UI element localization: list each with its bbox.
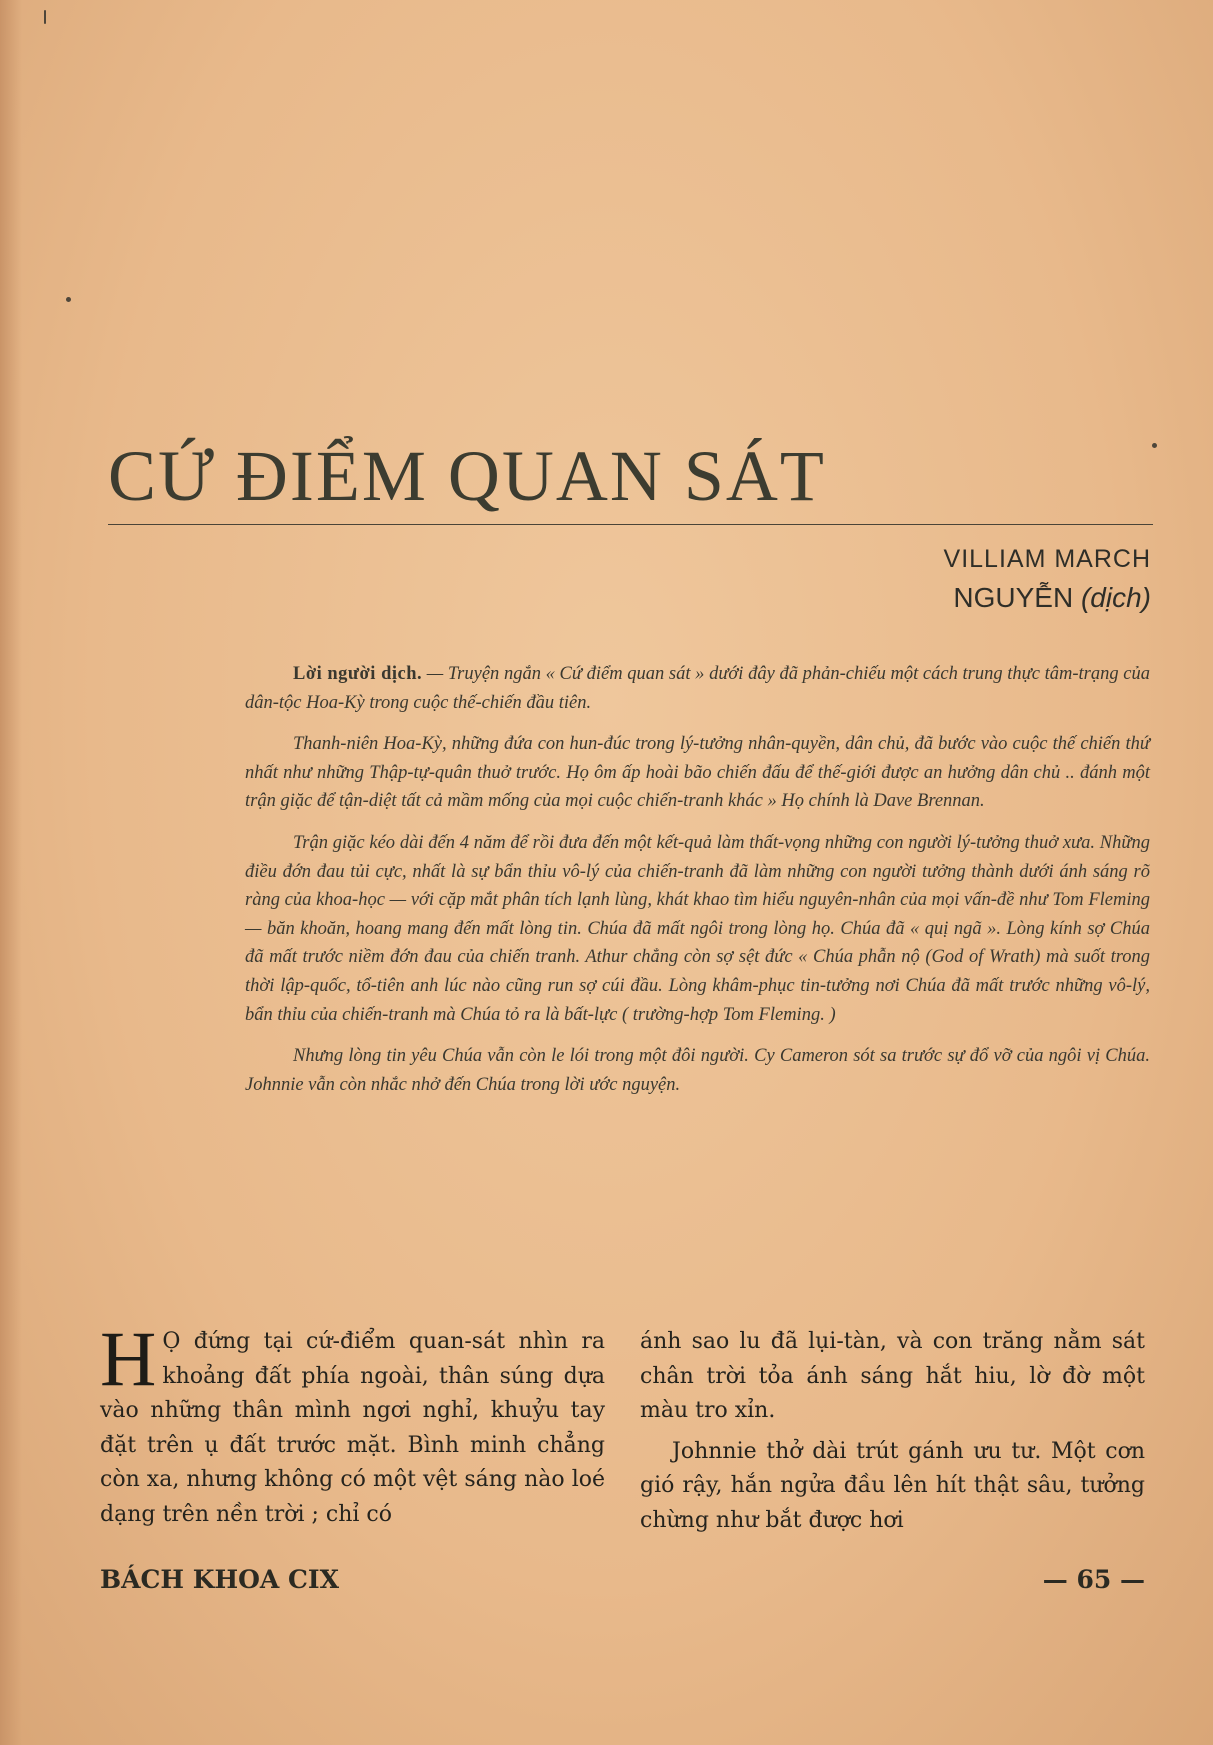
drop-cap: H — [100, 1315, 157, 1402]
translator-name: NGUYỄN — [953, 582, 1074, 613]
preface-paragraph — [245, 660, 1150, 717]
preface-paragraph: Trận giặc kéo dài đến 4 năm để rồi đưa đến một kết-quả làm thất-vọng những con người lý-tưởng thuở xưa. Những điều đớn đau tủi cực, nhất là sự bẩn thỉu vô-lý của chiến-tranh đã làm những con người tưởng thành dưới ánh sáng rõ ràng của khoa-học — với cặp mắt phân tích lạnh lùng, khát khao tìm hiểu nguyên-nhân của mọi vấn-đề như Tom Fleming — băn khoăn, hoang mang đến mất lòng tin. Chúa đã mất ngôi trong lòng họ. Chúa đã « quị ngã ». Lòng kính sợ Chúa đã mất trước niềm đớn đau của chiến tranh. Athur chẳng còn sợ sệt đức « Chúa phẫn nộ (God of Wrath) mà suốt trong thời lập-quốc, tổ-tiên anh lúc nào cũng run sợ cúi đầu. Lòng khâm-phục tin-tưởng nơi Chúa đã mất trước những vô-lý, bẩn thỉu của chiến-tranh mà Chúa tỏ ra là bất-lực ( trường-hợp Tom Fleming. ) — [245, 832, 1150, 1025]
story-column-left — [100, 1315, 605, 1538]
paper-speck — [1152, 443, 1157, 448]
story-paragraph — [100, 1315, 605, 1532]
preface-paragraph: Nhưng lòng tin yêu Chúa vẫn còn le lói trong một đôi người. Cy Cameron sót sa trước sự đổ vỡ của ngôi vị Chúa. Johnnie vẫn còn nhắc nhở đến Chúa trong lời ước nguyện. — [245, 1046, 1150, 1095]
preface-lead: Lời người dịch. — [293, 664, 423, 684]
preface-paragraph: Thanh-niên Hoa-Kỳ, những đứa con hun-đúc trong lý-tưởng nhân-quyền, dân chủ, đã bước vào cuộc thế chiến thứ nhất như những Thập-tự-quân thuở trước. Họ ôm ấp hoài bão chiến đấu để thế-giới được an hưởng dân chủ .. đánh một trận giặc để tận-diệt tất cả mầm mống của mọi cuộc chiến-tranh khác » Họ chính là Dave Brennan. — [245, 734, 1150, 812]
translator-credit — [953, 582, 1151, 614]
translator-role: (dịch) — [1080, 582, 1151, 613]
translator-preface — [245, 660, 1150, 1112]
story-paragraph: Johnnie thở dài trút gánh ưu tư. Một cơn gió rậy, hắn ngửa đầu lên hít thật sâu, tưởng chừng như bắt được hơi — [640, 1438, 1145, 1533]
paper-speck — [44, 10, 46, 24]
magazine-name: BÁCH KHOA CIX — [100, 1565, 339, 1594]
page-edge-shadow — [0, 0, 22, 1745]
paper-speck — [66, 297, 71, 302]
story-column-right — [640, 1325, 1145, 1544]
story-paragraph: ánh sao lu đã lụi-tàn, và con trăng nằm sát chân trời tỏa ánh sáng hắt hiu, lờ đờ một màu tro xỉn. — [640, 1329, 1145, 1423]
page-number: — 65 — — [1042, 1565, 1145, 1594]
author-name: VILLIAM MARCH — [943, 545, 1151, 573]
title-divider — [108, 524, 1153, 525]
article-title: CỨ ĐIỂM QUAN SÁT — [108, 436, 826, 516]
story-text: Ọ đứng tại cứ-điểm quan-sát nhìn ra khoảng đất phía ngoài, thân súng dựa vào những thân mình ngơi nghỉ, khuỷu tay đặt trên ụ đất trước mặt. Bình minh chẳng còn xa, nhưng không có một vệt sáng nào loé dạng trên nền trời ; chỉ có — [100, 1329, 605, 1527]
preface-text: — Truyện ngắn « Cứ điểm quan sát » dưới đây đã phản-chiếu một cách trung thực tâm-trạng của dân-tộc Hoa-Kỳ trong cuộc thế-chiến đầu tiên. — [245, 664, 1150, 713]
